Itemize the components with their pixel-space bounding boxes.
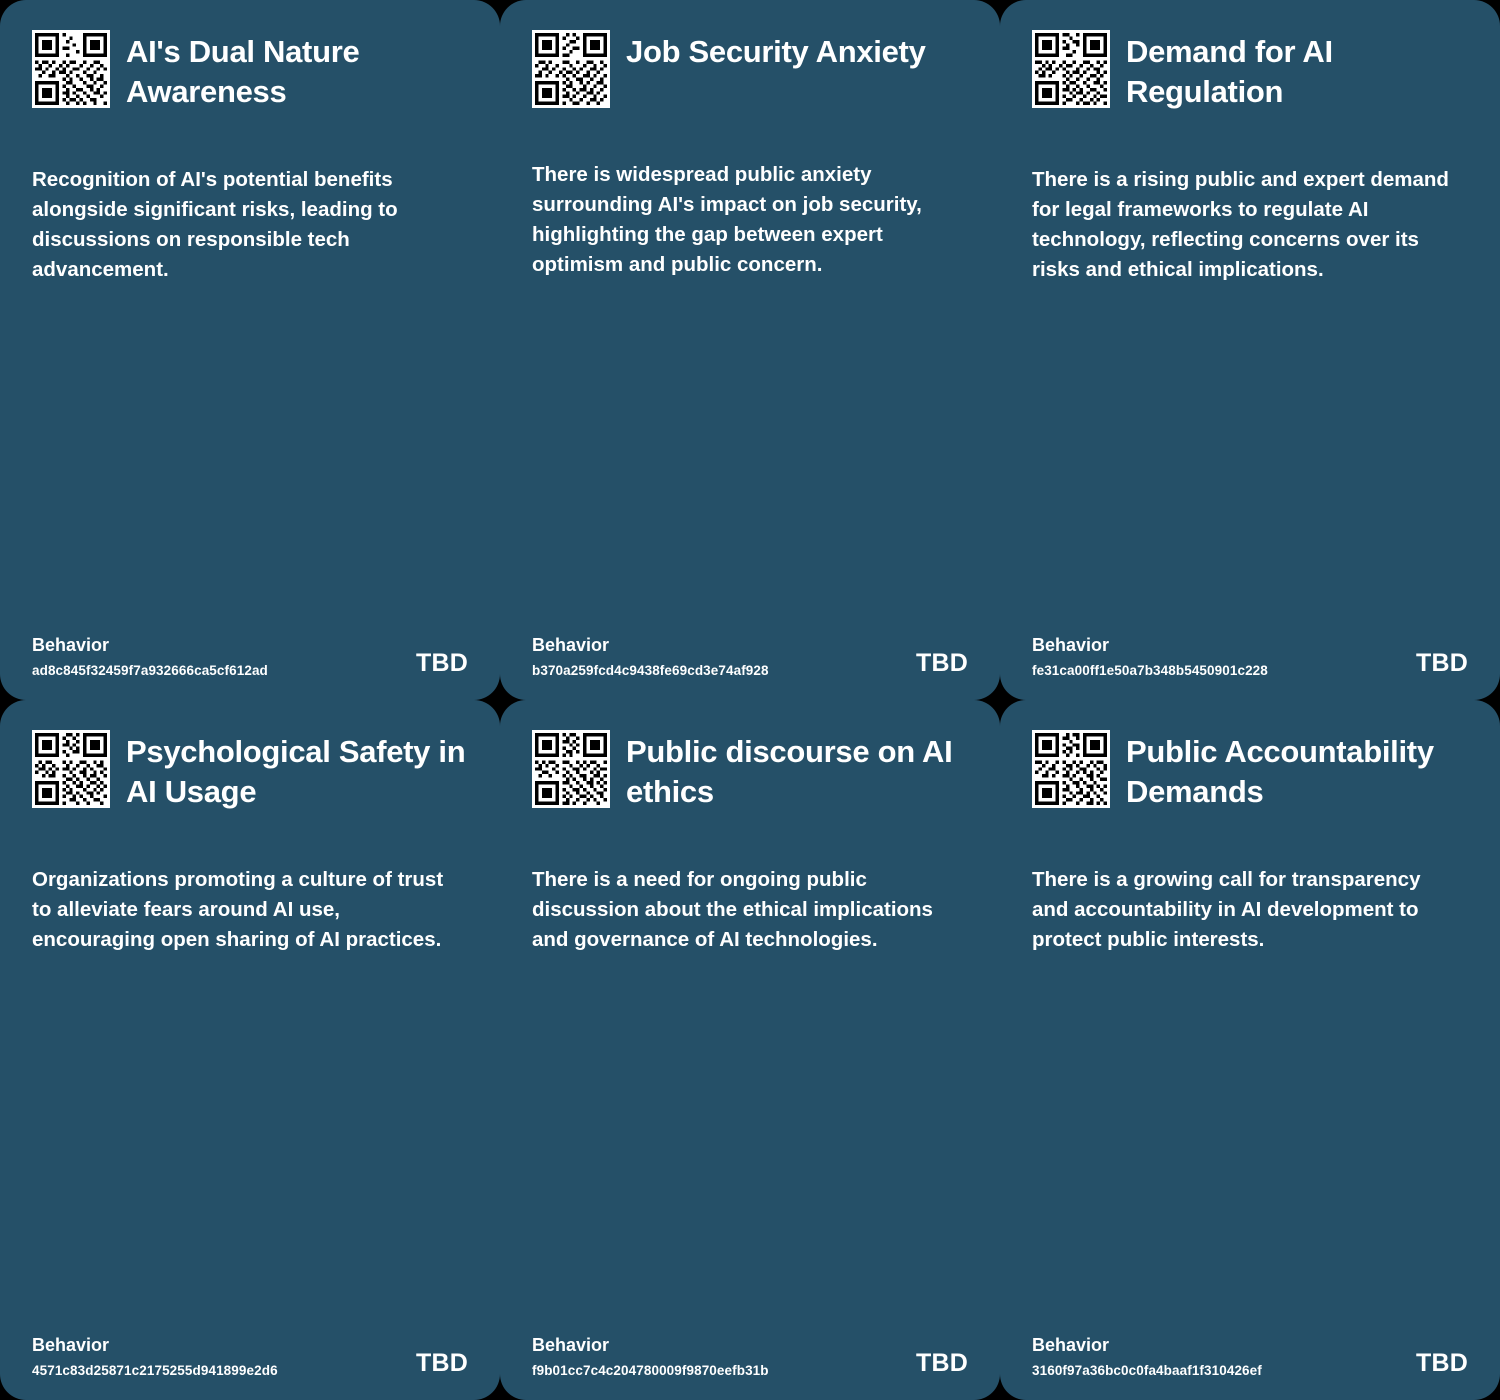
footer-hash-id: f9b01cc7c4c204780009f9870eefb31b	[532, 1363, 769, 1378]
card-header	[32, 730, 468, 813]
qr-code-icon	[1032, 30, 1110, 108]
card-title: AI's Dual Nature Awareness	[126, 34, 360, 110]
footer-kind-label: Behavior	[32, 1335, 110, 1355]
footer-hash-id: ad8c845f32459f7a932666ca5cf612ad	[32, 663, 268, 678]
footer-meta	[32, 635, 268, 678]
footer-hash-id: 4571c83d25871c2175255d941899e2d6	[32, 1363, 278, 1378]
footer-hash-id: fe31ca00ff1e50a7b348b5450901c228	[1032, 663, 1268, 678]
qr-code-icon	[32, 730, 110, 808]
card-title: Job Security Anxiety	[626, 34, 926, 69]
footer-meta	[1032, 635, 1268, 678]
qr-code-icon	[32, 30, 110, 108]
card-footer	[1032, 635, 1468, 678]
card-header	[1032, 730, 1468, 813]
card-psychological-safety-in-ai-usage[interactable]	[0, 700, 500, 1400]
card-header	[532, 730, 968, 813]
footer-hash-id: b370a259fcd4c9438fe69cd3e74af928	[532, 663, 769, 678]
footer-kind-label: Behavior	[1032, 635, 1110, 655]
card-description: There is a rising public and expert demand for legal frameworks to regulate AI technology, reflecting concerns over its risks and ethical implications.	[1032, 167, 1449, 281]
card-footer	[32, 635, 468, 678]
qr-code-icon	[532, 730, 610, 808]
card-demand-for-ai-regulation[interactable]	[1000, 0, 1500, 700]
footer-kind-label: Behavior	[532, 1335, 610, 1355]
status-badge: TBD	[916, 1349, 968, 1377]
footer-meta	[532, 1335, 769, 1378]
card-header	[532, 30, 968, 108]
card-description: Recognition of AI's potential benefits alongside significant risks, leading to discussions on responsible tech advancement.	[32, 167, 398, 281]
card-header	[32, 30, 468, 113]
card-title: Psychological Safety in AI Usage	[126, 734, 466, 810]
status-badge: TBD	[1416, 1349, 1468, 1377]
status-badge: TBD	[416, 649, 468, 677]
status-badge: TBD	[416, 1349, 468, 1377]
card-job-security-anxiety[interactable]	[500, 0, 1000, 700]
footer-meta	[532, 635, 769, 678]
footer-hash-id: 3160f97a36bc0c0fa4baaf1f310426ef	[1032, 1363, 1262, 1378]
card-title: Public discourse on AI ethics	[626, 734, 953, 810]
footer-kind-label: Behavior	[532, 635, 610, 655]
card-ais-dual-nature-awareness[interactable]	[0, 0, 500, 700]
card-public-discourse-on-ai-ethics[interactable]	[500, 700, 1000, 1400]
qr-code-icon	[532, 30, 610, 108]
card-description: There is a growing call for transparency and accountability in AI development to protect public interests.	[1032, 867, 1421, 951]
card-description: There is widespread public anxiety surrounding AI's impact on job security, highlighting the gap between expert optimism and public concern.	[532, 163, 922, 277]
footer-kind-label: Behavior	[1032, 1335, 1110, 1355]
footer-meta	[1032, 1335, 1262, 1378]
card-title: Public Accountability Demands	[1126, 734, 1434, 810]
card-footer	[532, 1335, 968, 1378]
card-header	[1032, 30, 1468, 113]
status-badge: TBD	[916, 649, 968, 677]
footer-meta	[32, 1335, 278, 1378]
status-badge: TBD	[1416, 649, 1468, 677]
card-title: Demand for AI Regulation	[1126, 34, 1333, 110]
card-public-accountability-demands[interactable]	[1000, 700, 1500, 1400]
qr-code-icon	[1032, 730, 1110, 808]
card-footer	[1032, 1335, 1468, 1378]
card-description: There is a need for ongoing public discussion about the ethical implications and governance of AI technologies.	[532, 867, 933, 951]
card-footer	[532, 635, 968, 678]
footer-kind-label: Behavior	[32, 635, 110, 655]
card-description: Organizations promoting a culture of trust to alleviate fears around AI use, encouraging open sharing of AI practices.	[32, 867, 444, 951]
card-footer	[32, 1335, 468, 1378]
